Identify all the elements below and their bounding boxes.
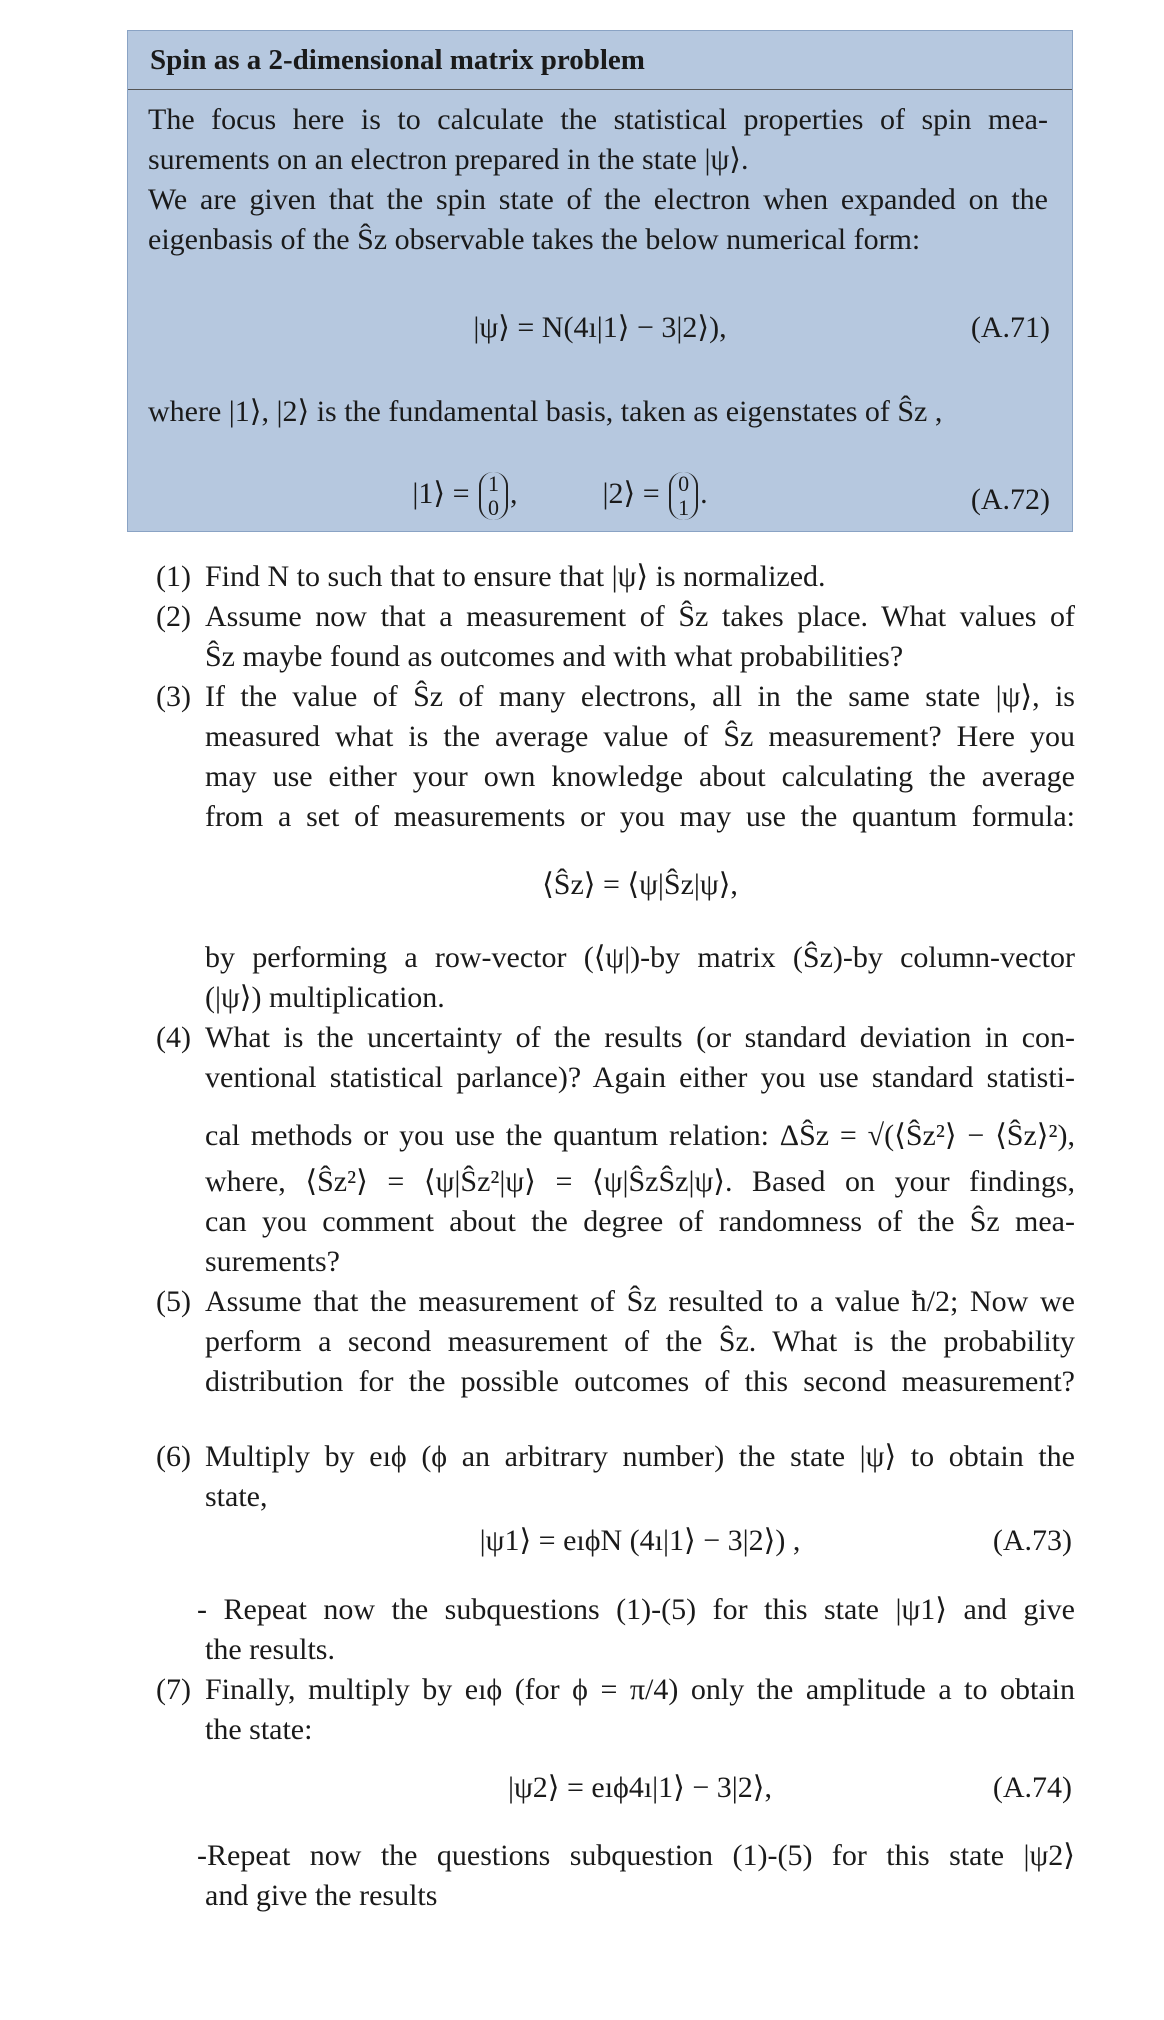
question-line: (|ψ⟩) multiplication. (205, 981, 445, 1014)
intro-line: eigenbasis of the Ŝz observable takes the below numerical form: (148, 223, 921, 256)
question-line: If the value of Ŝz of many electrons, all in the same state |ψ⟩, is (205, 680, 1075, 713)
equation-a73: |ψ1⟩ = eıϕN (4ı|1⟩ − 3|2⟩) , (479, 1524, 801, 1557)
question-line: Assume now that a measurement of Ŝz takes place. What values of (205, 600, 1075, 633)
question-line: - Repeat now the subquestions (1)-(5) for this state |ψ1⟩ and give (197, 1593, 1075, 1626)
question-number: (1) (156, 560, 191, 593)
question-line: What is the uncertainty of the results (or standard deviation in con- (205, 1021, 1075, 1054)
ket2-vector (669, 472, 698, 520)
equation-number: (A.74) (992, 1771, 1072, 1804)
problem-title: Spin as a 2-dimensional matrix problem (128, 31, 1072, 90)
question-line: Assume that the measurement of Ŝz resulted to a value ħ/2; Now we (205, 1285, 1075, 1318)
question-line: perform a second measurement of the Ŝz. What is the probability (205, 1325, 1075, 1358)
question-line: Find N to such that to ensure that |ψ⟩ is normalized. (205, 560, 826, 593)
question-number: (6) (156, 1440, 191, 1473)
question-line: can you comment about the degree of randomness of the Ŝz mea- (205, 1205, 1075, 1238)
basis-text: where |1⟩, |2⟩ is the fundamental basis, taken as eigenstates of Ŝz , (148, 395, 943, 428)
equation-a72: |1⟩ = 1 0 , |2⟩ = 0 1 . (412, 471, 708, 520)
vector-entry: 1 (488, 471, 499, 496)
ket1-label: |1⟩ = (412, 476, 470, 510)
question-line: from a set of measurements or you may use the quantum formula: (205, 800, 1075, 833)
question-line: where, ⟨Ŝz²⟩ = ⟨ψ|Ŝz²|ψ⟩ = ⟨ψ|ŜzŜz|ψ⟩. Based on your findings, (205, 1165, 1075, 1198)
question-number: (7) (156, 1673, 191, 1706)
ket1-vector (479, 472, 508, 520)
question-line: ventional statistical parlance)? Again either you use standard statisti- (205, 1061, 1075, 1094)
question-line: measured what is the average value of Ŝz measurement? Here you (205, 720, 1075, 753)
vector-entry: 0 (488, 495, 499, 520)
intro-line: We are given that the spin state of the electron when expanded on the (148, 183, 1048, 216)
equation-a74: |ψ2⟩ = eıϕ4ı|1⟩ − 3|2⟩, (507, 1771, 773, 1804)
vector-entry: 1 (678, 495, 690, 520)
vector-entry: 0 (678, 471, 690, 496)
ket2-label: |2⟩ = (602, 476, 660, 510)
equation-a71 (128, 308, 1072, 348)
question-number: (5) (156, 1285, 191, 1318)
question-number: (4) (156, 1021, 191, 1054)
equation-number: (A.71) (970, 311, 1050, 344)
question-line: may use either your own knowledge about calculating the average (205, 760, 1075, 793)
intro-line: surements on an electron prepared in the state |ψ⟩. (148, 143, 749, 176)
question-line: Ŝz maybe found as outcomes and with what probabilities? (205, 640, 904, 673)
question-line: by performing a row-vector (⟨ψ|)-by matrix (Ŝz)-by column-vector (205, 941, 1075, 974)
question-line: Multiply by eıϕ (ϕ an arbitrary number) the state |ψ⟩ to obtain the (205, 1440, 1075, 1473)
question-number: (2) (156, 600, 191, 633)
question-line: Finally, multiply by eıϕ (for ϕ = π/4) only the amplitude a to obtain (205, 1673, 1075, 1706)
question-line: cal methods or you use the quantum relation: ΔŜz = √(⟨Ŝz²⟩ − ⟨Ŝz⟩²), (205, 1119, 1075, 1152)
question-line: state, (205, 1480, 268, 1513)
equation-number: (A.73) (992, 1524, 1072, 1557)
problem-box (127, 30, 1073, 532)
question-line: distribution for the possible outcomes of this second measurement? (205, 1365, 1075, 1398)
question-line: -Repeat now the questions subquestion (1)-(5) for this state |ψ2⟩ (197, 1839, 1075, 1872)
equation-number: (A.72) (970, 483, 1050, 516)
question-line: the state: (205, 1713, 313, 1746)
question-number: (3) (156, 680, 191, 713)
equation-text: |ψ⟩ = N(4ı|1⟩ − 3|2⟩), (473, 311, 727, 344)
question-line: the results. (205, 1633, 335, 1666)
question-line: surements? (205, 1245, 340, 1278)
intro-line: The focus here is to calculate the statistical properties of spin mea- (148, 103, 1048, 136)
question-line: and give the results (205, 1879, 438, 1912)
average-equation: ⟨Ŝz⟩ = ⟨ψ|Ŝz|ψ⟩, (542, 868, 738, 901)
